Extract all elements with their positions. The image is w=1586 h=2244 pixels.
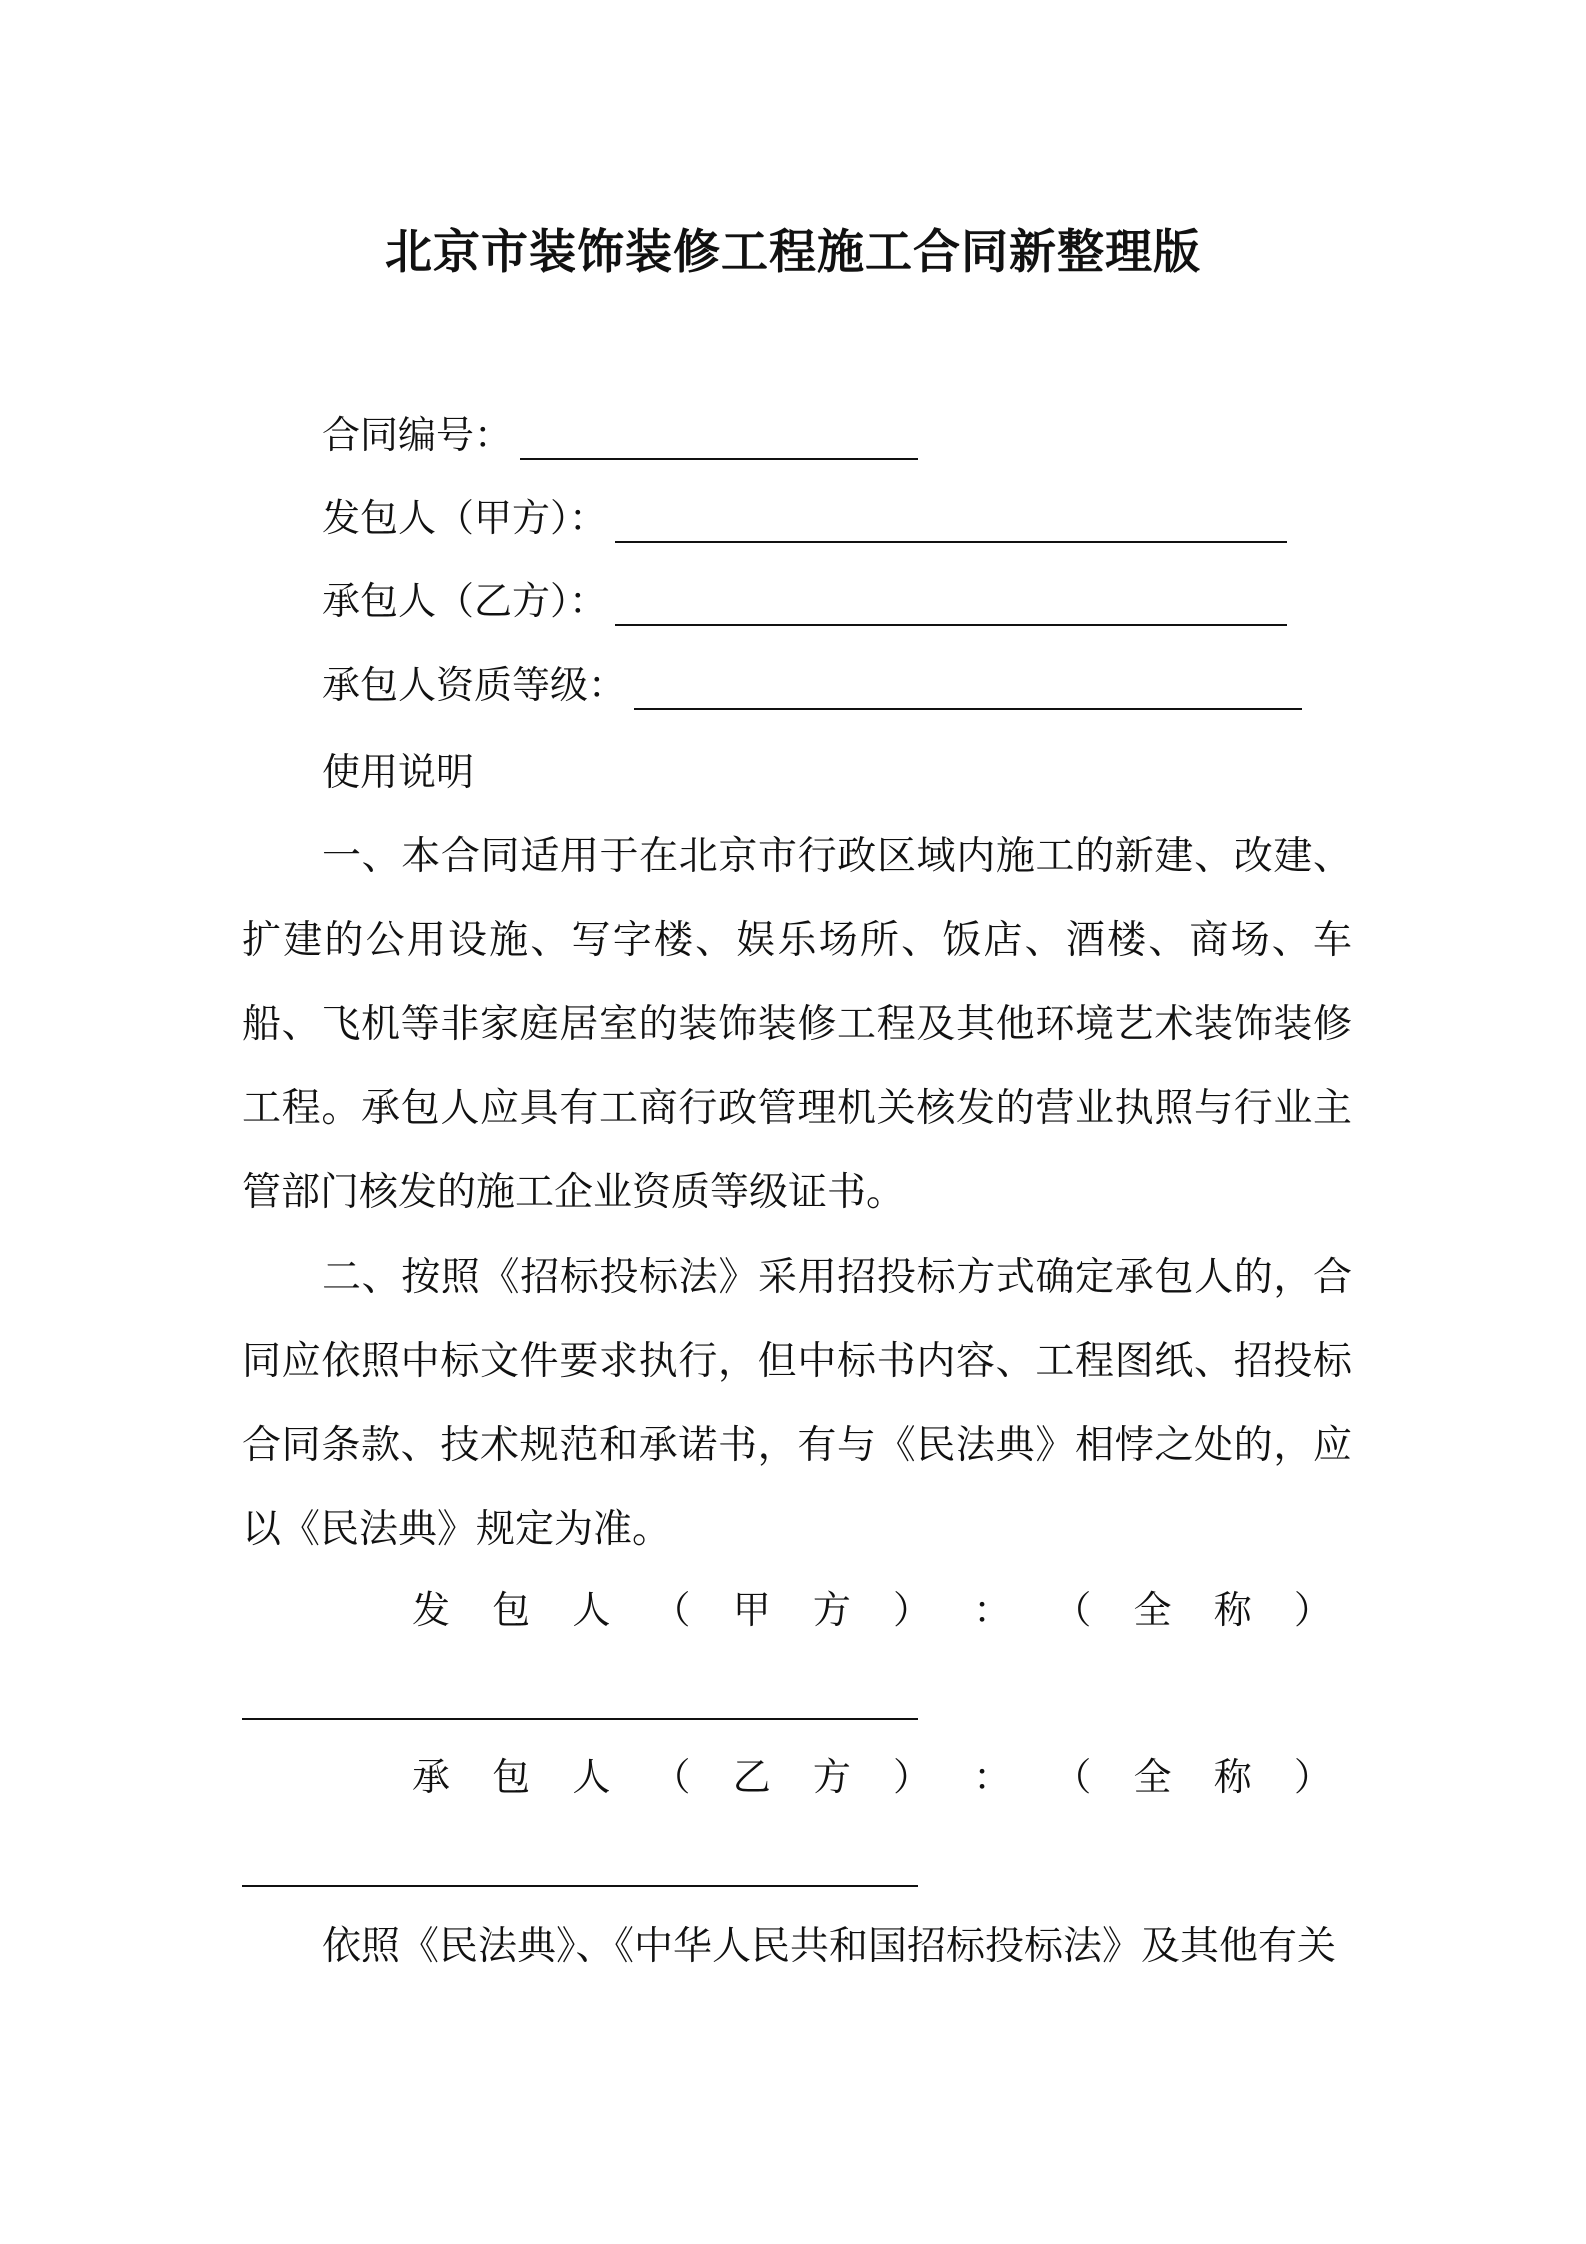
party-b-char: ： — [973, 1755, 1012, 1799]
party-a-field — [322, 493, 1287, 543]
closing-line: 依照《民法典》、《中华人民共和国招标投标法》及其他有关 — [322, 1924, 1337, 1969]
party-a-char: 全 — [1133, 1588, 1172, 1632]
party-b-char: 称 — [1213, 1755, 1252, 1799]
contract-number-field — [322, 410, 918, 460]
party-a-label: 发包人（甲方）： — [322, 496, 608, 540]
party-a-char: ） — [893, 1588, 932, 1632]
usage-paragraph-1: 一、本合同适用于在北京市行政区域内施工的新建、改建、扩建的公用设施、写字楼、娱乐场所、饭店、酒楼、商场、车船、飞机等非家庭居室的装饰装修工程及其他环境艺术装饰装修工程。承包人应具有工商行政管理机关核发的营业执照与行业主管部门核发的施工企业资质等级证书。 — [242, 834, 1352, 1215]
qualification-field — [322, 660, 1302, 710]
party-a-blank — [615, 503, 1287, 543]
party-b-char: 方 — [812, 1755, 851, 1799]
qualification-label: 承包人资质等级： — [322, 663, 627, 707]
party-b-char: 乙 — [732, 1755, 771, 1799]
party-a-fullname-line — [412, 1580, 1332, 1640]
usage-paragraph-2: 二、按照《招标投标法》采用招投标方式确定承包人的，合同应依照中标文件要求执行，但中标书内容、工程图纸、招投标合同条款、技术规范和承诺书，有与《民法典》相悖之处的，应以《民法典》规定为准。 — [242, 1255, 1352, 1552]
party-b-char: 人 — [572, 1755, 611, 1799]
party-a-char: ） — [1293, 1588, 1332, 1632]
document-title: 北京市装饰装修工程施工合同新整理版 — [385, 225, 1201, 280]
party-a-char: 人 — [572, 1588, 611, 1632]
contract-number-label: 合同编号： — [322, 413, 513, 457]
usage-heading: 使用说明 — [322, 750, 475, 794]
party-b-char: 包 — [492, 1755, 531, 1799]
party-a-char: 甲 — [732, 1588, 771, 1632]
party-a-char: （ — [652, 1588, 691, 1632]
party-b-fullname-blank — [242, 1883, 918, 1887]
party-a-char: 方 — [812, 1588, 851, 1632]
party-b-char: （ — [652, 1755, 691, 1799]
qualification-blank — [634, 670, 1302, 710]
party-b-char: ） — [1293, 1755, 1332, 1799]
party-b-char: （ — [1053, 1755, 1092, 1799]
party-b-field — [322, 576, 1287, 626]
party-a-fullname-blank — [242, 1716, 918, 1720]
party-b-blank — [615, 586, 1287, 626]
party-a-char: 包 — [492, 1588, 531, 1632]
party-a-char: 称 — [1213, 1588, 1252, 1632]
party-a-char: 发 — [412, 1588, 451, 1632]
party-b-fullname-line — [412, 1747, 1332, 1807]
party-b-char: 承 — [412, 1755, 451, 1799]
party-a-char: （ — [1053, 1588, 1092, 1632]
party-b-label: 承包人（乙方）： — [322, 579, 608, 623]
party-b-char: 全 — [1133, 1755, 1172, 1799]
contract-number-blank — [520, 420, 918, 460]
party-b-char: ） — [893, 1755, 932, 1799]
party-a-char: ： — [973, 1588, 1012, 1632]
